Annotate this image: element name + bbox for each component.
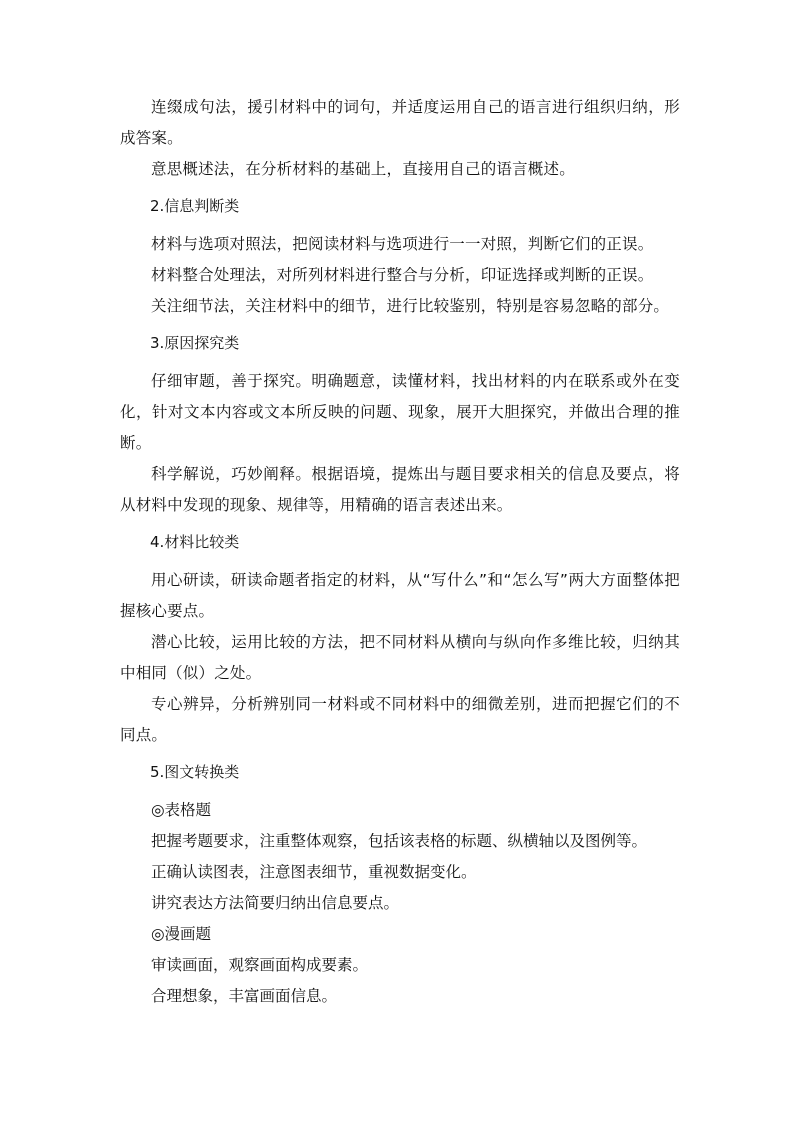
section-heading: 3.原因探究类 [150,334,240,352]
paragraph: 专心辨异，分析辨别同一材料或不同材料中的细微差别，进而把握它们的不同点。 [120,695,680,744]
paragraph: 材料整合处理法，对所列材料进行整合与分析，印证选择或判断的正误。 [151,266,654,284]
bullet-line: 审读画面，观察画面构成要素。 [151,956,369,974]
paragraph: 材料与选项对照法，把阅读材料与选项进行一一对照，判断它们的正误。 [151,235,654,253]
bullet-line: 正确认读图表，注意图表细节，重视数据变化。 [151,863,477,881]
bullet-line: 合理想象，丰富画面信息。 [151,987,338,1005]
section-heading: 2.信息判断类 [150,197,240,215]
subheading-cartoon-question: ◎漫画题 [151,925,212,943]
paragraph: 用心研读，研读命题者指定的材料，从“写什么”和“怎么写”两大方面整体把握核心要点。 [120,571,680,620]
section-heading: 4.材料比较类 [150,533,240,551]
bullet-line: 把握考题要求，注重整体观察，包括该表格的标题、纵横轴以及图例等。 [151,832,648,850]
paragraph: 仔细审题，善于探究。明确题意，读懂材料，找出材料的内在联系或外在变化，针对文本内容或文本所反映的问题、现象，展开大胆探究，并做出合理的推断。 [120,372,680,452]
paragraph: 潜心比较，运用比较的方法，把不同材料从横向与纵向作多维比较，归纳其中相同（似）之处。 [120,633,680,682]
paragraph: 关注细节法，关注材料中的细节，进行比较鉴别，特别是容易忽略的部分。 [151,297,670,315]
subheading-table-question: ◎表格题 [151,801,212,819]
document-body [120,92,680,1012]
section-heading: 5.图文转换类 [150,763,240,781]
paragraph: 科学解说，巧妙阐释。根据语境，提炼出与题目要求相关的信息及要点，将从材料中发现的现象、规律等，用精确的语言表述出来。 [120,465,680,514]
paragraph: 连缀成句法，援引材料中的词句，并适度运用自己的语言进行组织归纳，形成答案。 [120,98,680,147]
bullet-line: 讲究表达方法简要归纳出信息要点。 [151,894,400,912]
paragraph: 意思概述法，在分析材料的基础上，直接用自己的语言概述。 [151,160,575,178]
